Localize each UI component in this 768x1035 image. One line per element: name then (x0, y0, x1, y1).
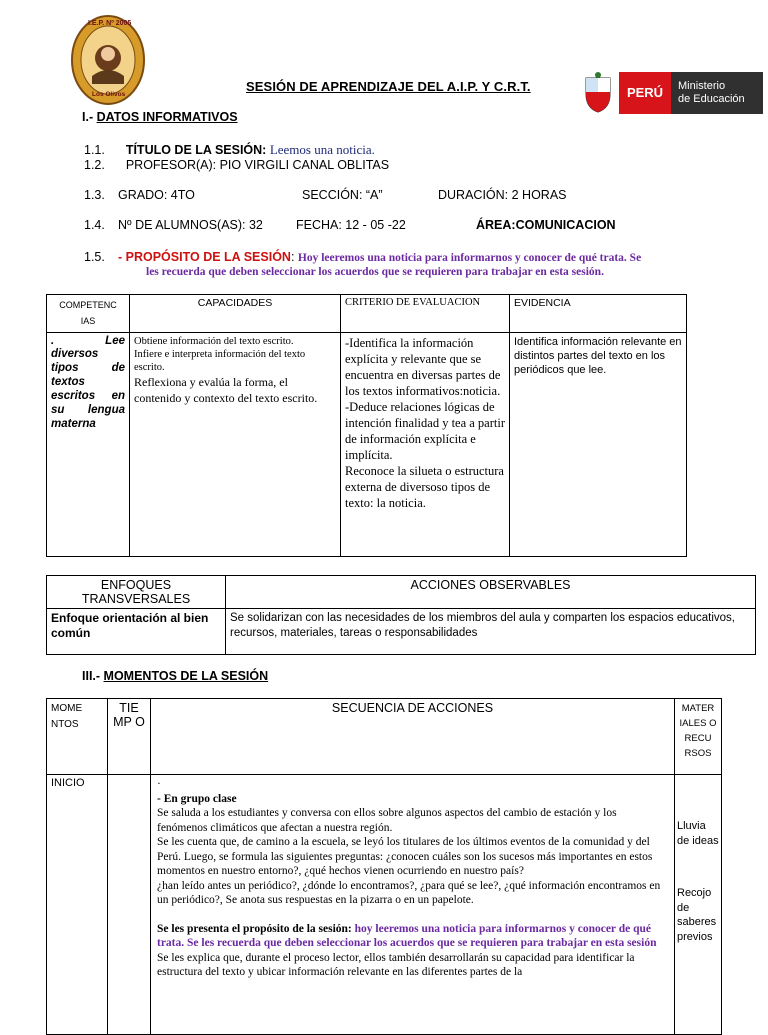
grade: GRADO: 4TO (118, 188, 195, 202)
material-2: Recojo de saberes previos (677, 887, 717, 943)
peru-label: PERÚ (619, 72, 671, 114)
capacity-1: Obtiene información del texto escrito. (134, 336, 294, 347)
competency-text: diversos tipos de textos escritos en su lengua materna (51, 348, 125, 430)
competency-dot: . (51, 335, 55, 347)
logo-text-top: I.E.P. Nº 2005 (88, 20, 132, 27)
header-evidencia: EVIDENCIA (510, 295, 687, 333)
row-1-2 (84, 158, 389, 172)
purpose-label: - PROPÓSITO DE LA SESIÓN (118, 250, 291, 264)
sequence-purpose-text: hoy leeremos una noticia para informarnos y conocer de qué trata. Se les recuerda que deben seleccionar los acuerdos que se requieren para trabajar en esta sesión (157, 922, 657, 949)
area: ÁREA:COMUNICACION (476, 218, 616, 232)
row-1-1-num: 1.1. (84, 143, 105, 157)
row-1-1 (84, 142, 375, 158)
criterion-1: -Identifica la información explícita y relevante que se encuentra en diversas partes de los textos informativos:noticia. (345, 336, 501, 398)
teacher-name: PROFESOR(A): PIO VIRGILI CANAL OBLITAS (125, 158, 390, 172)
sequence-purpose-label: Se les presenta el propósito de la sesión: (157, 922, 355, 935)
capacity-2: Infiere e interpreta información del texto escrito. (134, 349, 306, 373)
header-momentos: MOME NTOS (47, 699, 108, 775)
duration: DURACIÓN: 2 HORAS (438, 188, 567, 202)
enfoques-table (46, 575, 756, 655)
row-1-3-num: 1.3. (84, 188, 105, 202)
purpose-row (118, 250, 718, 264)
header-acciones: ACCIONES OBSERVABLES (226, 576, 756, 609)
header-competencias-2: IAS (80, 316, 96, 326)
row-1-5-num: 1.5. (84, 250, 105, 264)
enfoque-name: Enfoque orientación al bien común (47, 609, 226, 655)
competencies-table (46, 294, 687, 557)
header-enfoques-1: ENFOQUES (100, 578, 172, 592)
competency-cell (47, 333, 130, 557)
sequence-paragraph-2: Se les cuenta que, de camino a la escuela, se leyó los titulares de los últimos eventos de la comunidad y del Perú. Luego, se formula las siguientes preguntas: ¿conocen cuáles son los sucesos más importantes en estos momentos en nuestro entorno?, ¿qué hechos vienen ocurriendo en nuestro país? (157, 836, 653, 877)
material-1: Lluvia de ideas (677, 820, 719, 847)
header-secuencia: SECUENCIA DE ACCIONES (151, 699, 675, 775)
header-materiales: MATER IALES O RECU RSOS (675, 699, 722, 775)
competency-lee: Lee (105, 335, 125, 347)
sequence-paragraph-1: Se saluda a los estudiantes y conversa con ellos sobre algunos aspectos del cambio de estación y los fenómenos climáticos que afectan a nuestra región. (157, 807, 617, 834)
moments-table (46, 698, 722, 1035)
header-competencias-1: COMPETENC (59, 300, 117, 310)
section-3-heading (82, 669, 268, 683)
criterion-3: Reconoce la silueta o estructura externa de diversoso tipos de texto: la noticia. (345, 464, 504, 510)
enfoque-actions: Se solidarizan con las necesidades de los miembros del aula y comparten los espacios educativos, recursos, materiales, tareas o responsabilidades (226, 609, 756, 655)
purpose-text-1: Hoy leeremos una noticia para informarnos y conocer de qué trata. Se (297, 252, 642, 264)
ministry-name-2: de Educación (678, 93, 745, 105)
section-3-prefix: III.- (82, 669, 101, 683)
sequence-paragraph-4: Se les explica que, durante el proceso lector, ellos también desarrollarán su capacidad para identificar la estructura del texto y ubicar información relevante en las diferentes partes de la (157, 951, 635, 978)
purpose-text-2: les recuerda que deben seleccionar los acuerdos que se requieren para trabajar en esta sesión. (146, 266, 604, 278)
ministry-name-1: Ministerio (678, 80, 726, 92)
enfoques-header-row (47, 576, 756, 609)
competencies-body-row (47, 333, 687, 557)
moment-time (108, 775, 151, 1035)
capacities-cell (130, 333, 341, 557)
sequence-dot: · (157, 778, 161, 790)
section-1-prefix: I.- (82, 110, 94, 124)
page-title: SESIÓN DE APRENDIZAJE DEL A.I.P. Y C.R.T. (246, 79, 531, 94)
sequence-group-heading: - En grupo clase (157, 792, 237, 805)
criteria-cell (341, 333, 510, 557)
header-enfoques (47, 576, 226, 609)
evidence-cell: Identifica información relevante en distintos partes del texto en los periódicos que lee. (510, 333, 687, 557)
header-enfoques-2: TRANSVERSALES (81, 592, 191, 606)
capacity-3: Reflexiona y evalúa la forma, el contenido y contexto del texto escrito. (134, 375, 318, 405)
criterion-2: -Deduce relaciones lógicas de intención finalidad y tea a partir de información explícita e implícita. (345, 400, 506, 462)
session-title-value: Leemos una noticia. (269, 142, 375, 157)
enfoques-body-row (47, 609, 756, 655)
section-1-heading (82, 110, 238, 124)
peru-shield-icon (581, 72, 615, 114)
header-tiempo: TIE MP O (108, 699, 151, 775)
header-criterio: CRITERIO DE EVALUACION (341, 295, 510, 333)
section-1-title: DATOS INFORMATIVOS (96, 110, 238, 124)
moments-header-row (47, 699, 722, 775)
ministry-badge (581, 72, 763, 114)
section-3-title: MOMENTOS DE LA SESIÓN (103, 669, 269, 683)
date: FECHA: 12 - 05 -22 (296, 218, 406, 232)
sequence-cell (151, 775, 675, 1035)
competencies-header-row (47, 295, 687, 333)
header-competencias (47, 295, 130, 333)
section-value: SECCIÓN: “A” (302, 188, 383, 202)
purpose-colon: : (290, 250, 295, 264)
row-1-4-num: 1.4. (84, 218, 105, 232)
moment-inicio: INICIO (47, 775, 108, 1035)
row-1-2-num: 1.2. (84, 158, 105, 172)
materials-cell (675, 775, 722, 1035)
school-logo (70, 14, 146, 106)
header-capacidades: CAPACIDADES (130, 295, 341, 333)
moment-row-inicio (47, 775, 722, 1035)
logo-text-bottom: Los Olivos (92, 91, 126, 98)
sequence-paragraph-3: ¿han leído antes un periódico?, ¿dónde lo encontramos?, ¿para qué se lee?, ¿qué información encontramos en un periódico?, Se anota sus respuestas en la pizarra o en un papelote. (157, 879, 661, 906)
student-count: Nº DE ALUMNOS(AS): 32 (118, 218, 263, 232)
session-title-label: TÍTULO DE LA SESIÓN: (125, 143, 267, 157)
sequence-purpose (157, 922, 668, 951)
